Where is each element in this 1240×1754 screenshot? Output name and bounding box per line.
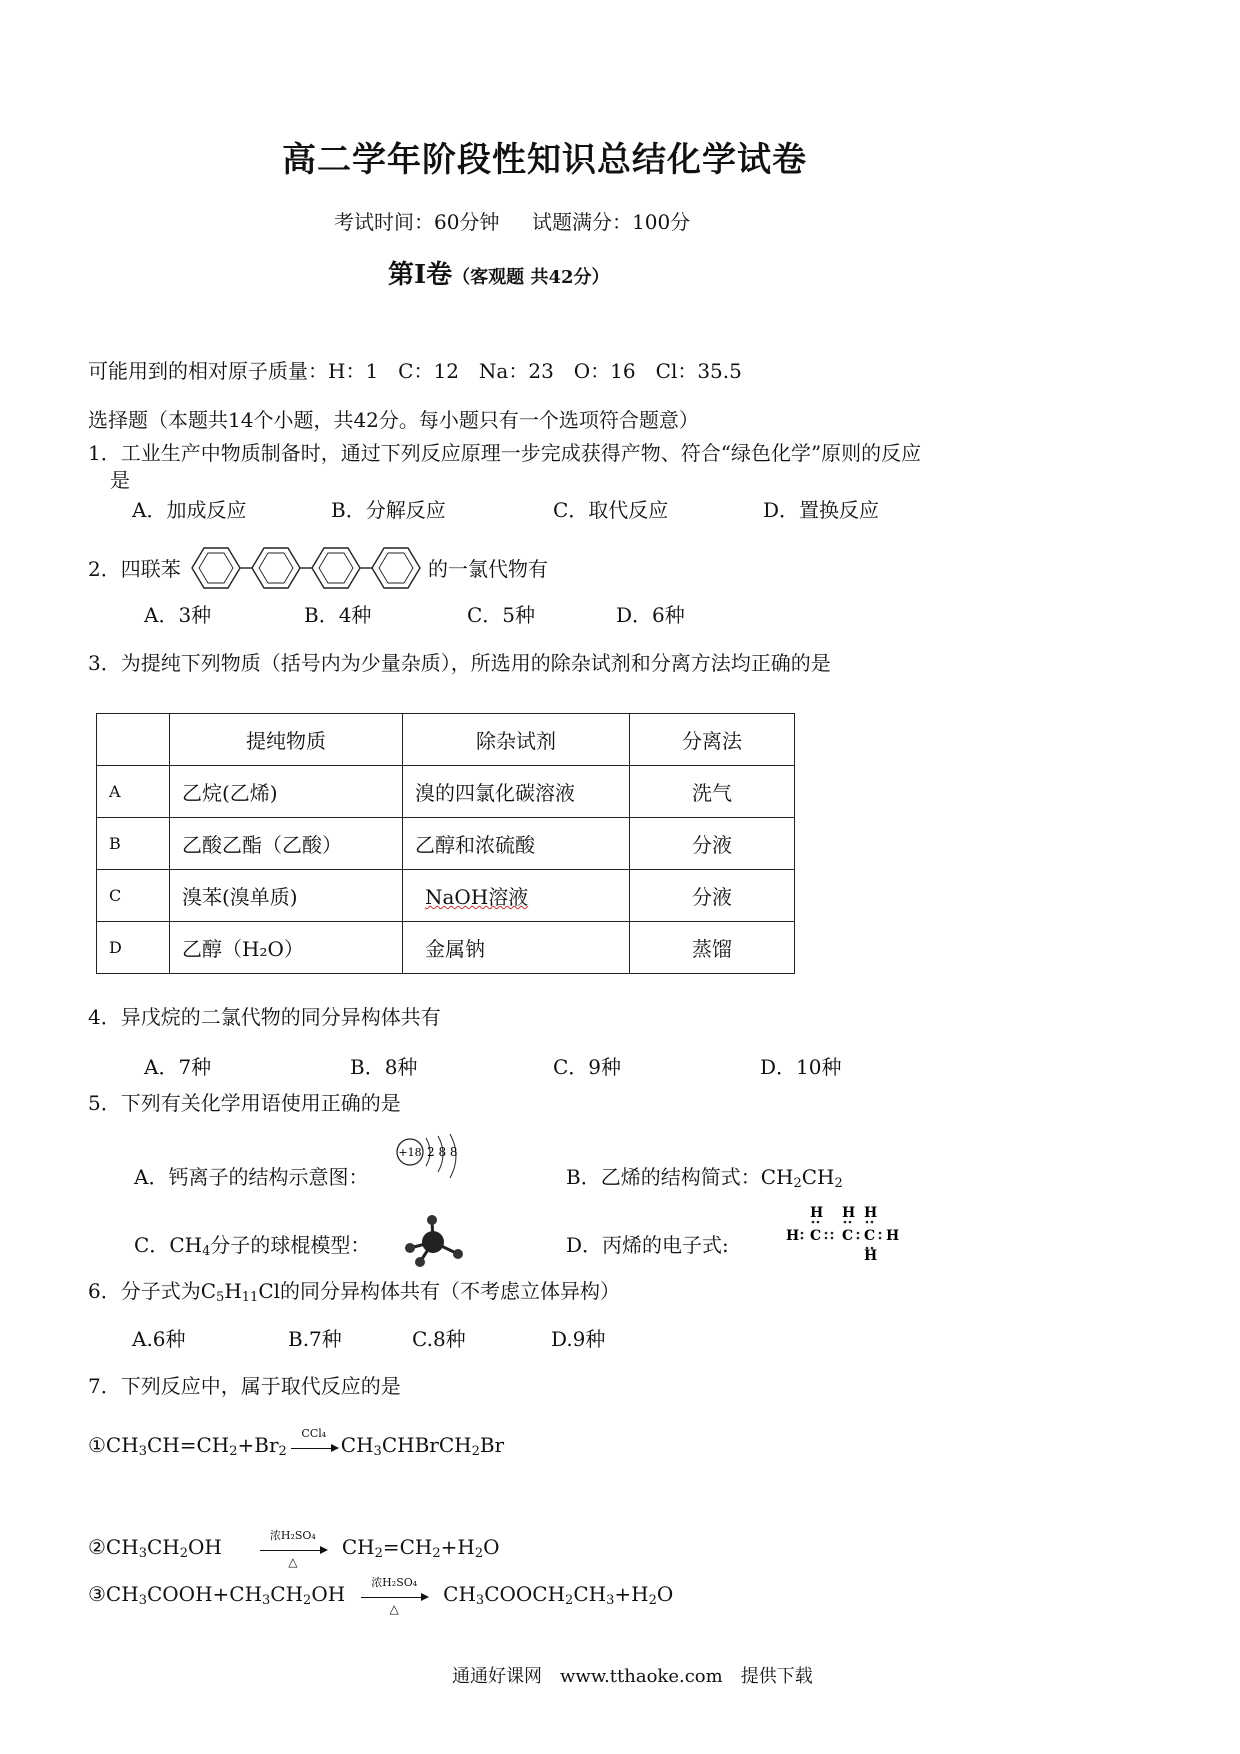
svg-text:H: H (864, 1205, 878, 1221)
reaction-condition: 浓H₂SO₄ (371, 1575, 418, 1589)
volume-heading (388, 254, 610, 291)
table-cell: C (97, 870, 170, 922)
q7-reaction-3: $③CH_3COOH+CH_3CH_2OH$ 浓H₂SO₄ △ $CH_3COOCH_2CH_3+H_2O$ (88, 1575, 674, 1616)
q1-stem-cont: 是 (110, 468, 130, 492)
table-header-cell: 提纯物质 (170, 714, 403, 766)
q6-option-d: D.9种 (551, 1327, 606, 1351)
heat-symbol: △ (288, 1554, 298, 1569)
table-header-cell: 除杂试剂 (403, 714, 630, 766)
q5-stem: 5．下列有关化学用语使用正确的是 (88, 1091, 401, 1115)
exam-time: 考试时间：60分钟 (334, 210, 500, 234)
q4-option-c: C．9种 (553, 1055, 622, 1079)
ethylene-formula: $CH_2CH_2$ (760, 1165, 843, 1191)
q1-stem: 1．工业生产中物质制备时，通过下列反应原理一步完成获得产物、符合“绿色化学”原则的反应 (88, 441, 922, 465)
table-row (97, 922, 795, 974)
table-cell: 金属钠 (403, 922, 630, 974)
q4-option-b: B．8种 (350, 1055, 418, 1079)
table-cell: 洗气 (630, 766, 795, 818)
reaction-arrow (359, 1575, 429, 1616)
q4-option-d: D．10种 (760, 1055, 842, 1079)
full-score: 试题满分：100分 (532, 210, 691, 234)
table-row (97, 766, 795, 818)
q5-option-d: D．丙烯的电子式: (566, 1233, 729, 1257)
q2-option-a: A．3种 (144, 603, 212, 627)
table-cell: 溴的四氯化碳溶液 (403, 766, 630, 818)
ball-stick-model (398, 1214, 468, 1270)
atomic-masses: 可能用到的相对原子质量：H：1 C：12 Na：23 O：16 Cl：35.5 (88, 359, 742, 383)
quaterphenyl-structure (188, 528, 426, 608)
ion-structure-diagram (394, 1130, 476, 1190)
table-cell (403, 870, 630, 922)
svg-text:C: C (842, 1228, 854, 1244)
table-header-cell: 分离法 (630, 714, 795, 766)
reaction-arrow (258, 1528, 328, 1569)
q2-option-c: C．5种 (467, 603, 536, 627)
volume-label: 第Ⅰ卷 (388, 260, 453, 290)
reaction-arrow (289, 1426, 339, 1460)
reaction-condition: 浓H₂SO₄ (269, 1528, 316, 1542)
q3-stem: 3．为提纯下列物质（括号内为少量杂质），所选用的除杂试剂和分离方法均正确的是 (88, 651, 831, 675)
q5-option-c-label: C． (134, 1233, 170, 1257)
svg-text:H: H (842, 1205, 856, 1221)
svg-text:H: H (864, 1248, 878, 1260)
svg-text:C: C (864, 1228, 876, 1244)
q7-stem: 7．下列反应中，属于取代反应的是 (88, 1374, 401, 1398)
heat-symbol: △ (389, 1601, 399, 1616)
q6-option-b: B.7种 (288, 1327, 342, 1351)
q6-stem-suffix: 的同分异构体共有（不考虑立体异构） (280, 1279, 621, 1303)
svg-text:H: H (786, 1228, 800, 1244)
ion-shell-electrons: 2 8 8 (427, 1145, 458, 1159)
table-cell: 乙醇和浓硫酸 (403, 818, 630, 870)
table-row (97, 870, 795, 922)
q1-option-d: D．置换反应 (763, 498, 880, 522)
q6-stem: 6．分子式为$C_5H_{11}Cl$的同分异构体共有（不考虑立体异构） (88, 1279, 621, 1305)
section-heading: 选择题（本题共14个小题，共42分。每小题只有一个选项符合题意） (88, 408, 699, 432)
q2-suffix: 的一氯代物有 (428, 557, 548, 581)
svg-text:C: C (810, 1228, 822, 1244)
purification-table (96, 713, 795, 974)
table-cell: B (97, 818, 170, 870)
q4-option-a: A．7种 (144, 1055, 212, 1079)
table-header-cell (97, 714, 170, 766)
q1-option-b: B．分解反应 (331, 498, 446, 522)
q5-option-b-label: B．乙烯的结构简式： (566, 1165, 761, 1189)
table-cell: 乙酸乙酯（乙酸） (170, 818, 403, 870)
table-cell: D (97, 922, 170, 974)
q6-stem-prefix: 6．分子式为 (88, 1279, 201, 1303)
volume-note: （客观题 共42分） (452, 267, 610, 288)
q2-option-d: D．6种 (616, 603, 685, 627)
q1-option-a: A．加成反应 (132, 498, 247, 522)
table-cell: 乙烷(乙烯) (170, 766, 403, 818)
q5-option-c: C．$CH_4$分子的球棍模型： (134, 1233, 371, 1259)
ion-nucleus-charge: +18 (398, 1146, 422, 1159)
table-cell: 乙醇（H₂O） (170, 922, 403, 974)
paper-title: 高二学年阶段性知识总结化学试卷 (282, 140, 807, 180)
q6-option-c: C.8种 (412, 1327, 466, 1351)
q5-option-b (566, 1164, 843, 1190)
table-cell: 分液 (630, 818, 795, 870)
q6-option-a: A.6种 (132, 1327, 186, 1351)
q2-option-b: B．4种 (304, 603, 372, 627)
table-row (97, 818, 795, 870)
table-cell: A (97, 766, 170, 818)
table-cell: 溴苯(溴单质) (170, 870, 403, 922)
q1-option-c: C．取代反应 (553, 498, 669, 522)
q2-prefix: 2．四联苯 (88, 557, 181, 581)
q4-stem: 4．异戊烷的二氯代物的同分异构体共有 (88, 1005, 441, 1029)
q7-reaction-1: $①CH_3CH=CH_2+Br_2$ CCl₄ $CH_3CHBrCH_2Br$ (88, 1426, 505, 1459)
svg-text:H: H (886, 1228, 900, 1244)
reaction-condition: CCl₄ (301, 1426, 327, 1440)
q5-option-c-suffix: 分子的球棍模型： (210, 1233, 371, 1257)
table-cell: 蒸馏 (630, 922, 795, 974)
q7-reaction-2: $②CH_3CH_2OH$ 浓H₂SO₄ △ $CH_2=CH_2+H_2O$ (88, 1528, 500, 1569)
footer-text: 通通好课网 www.tthaoke.com 提供下载 (452, 1666, 813, 1687)
table-header-row (97, 714, 795, 766)
naoh-solution: NaOH溶液 (425, 885, 529, 909)
svg-text:H: H (810, 1205, 824, 1221)
propene-electron-formula (784, 1204, 904, 1260)
table-cell: 分液 (630, 870, 795, 922)
q5-option-a: A．钙离子的结构示意图： (134, 1165, 369, 1189)
